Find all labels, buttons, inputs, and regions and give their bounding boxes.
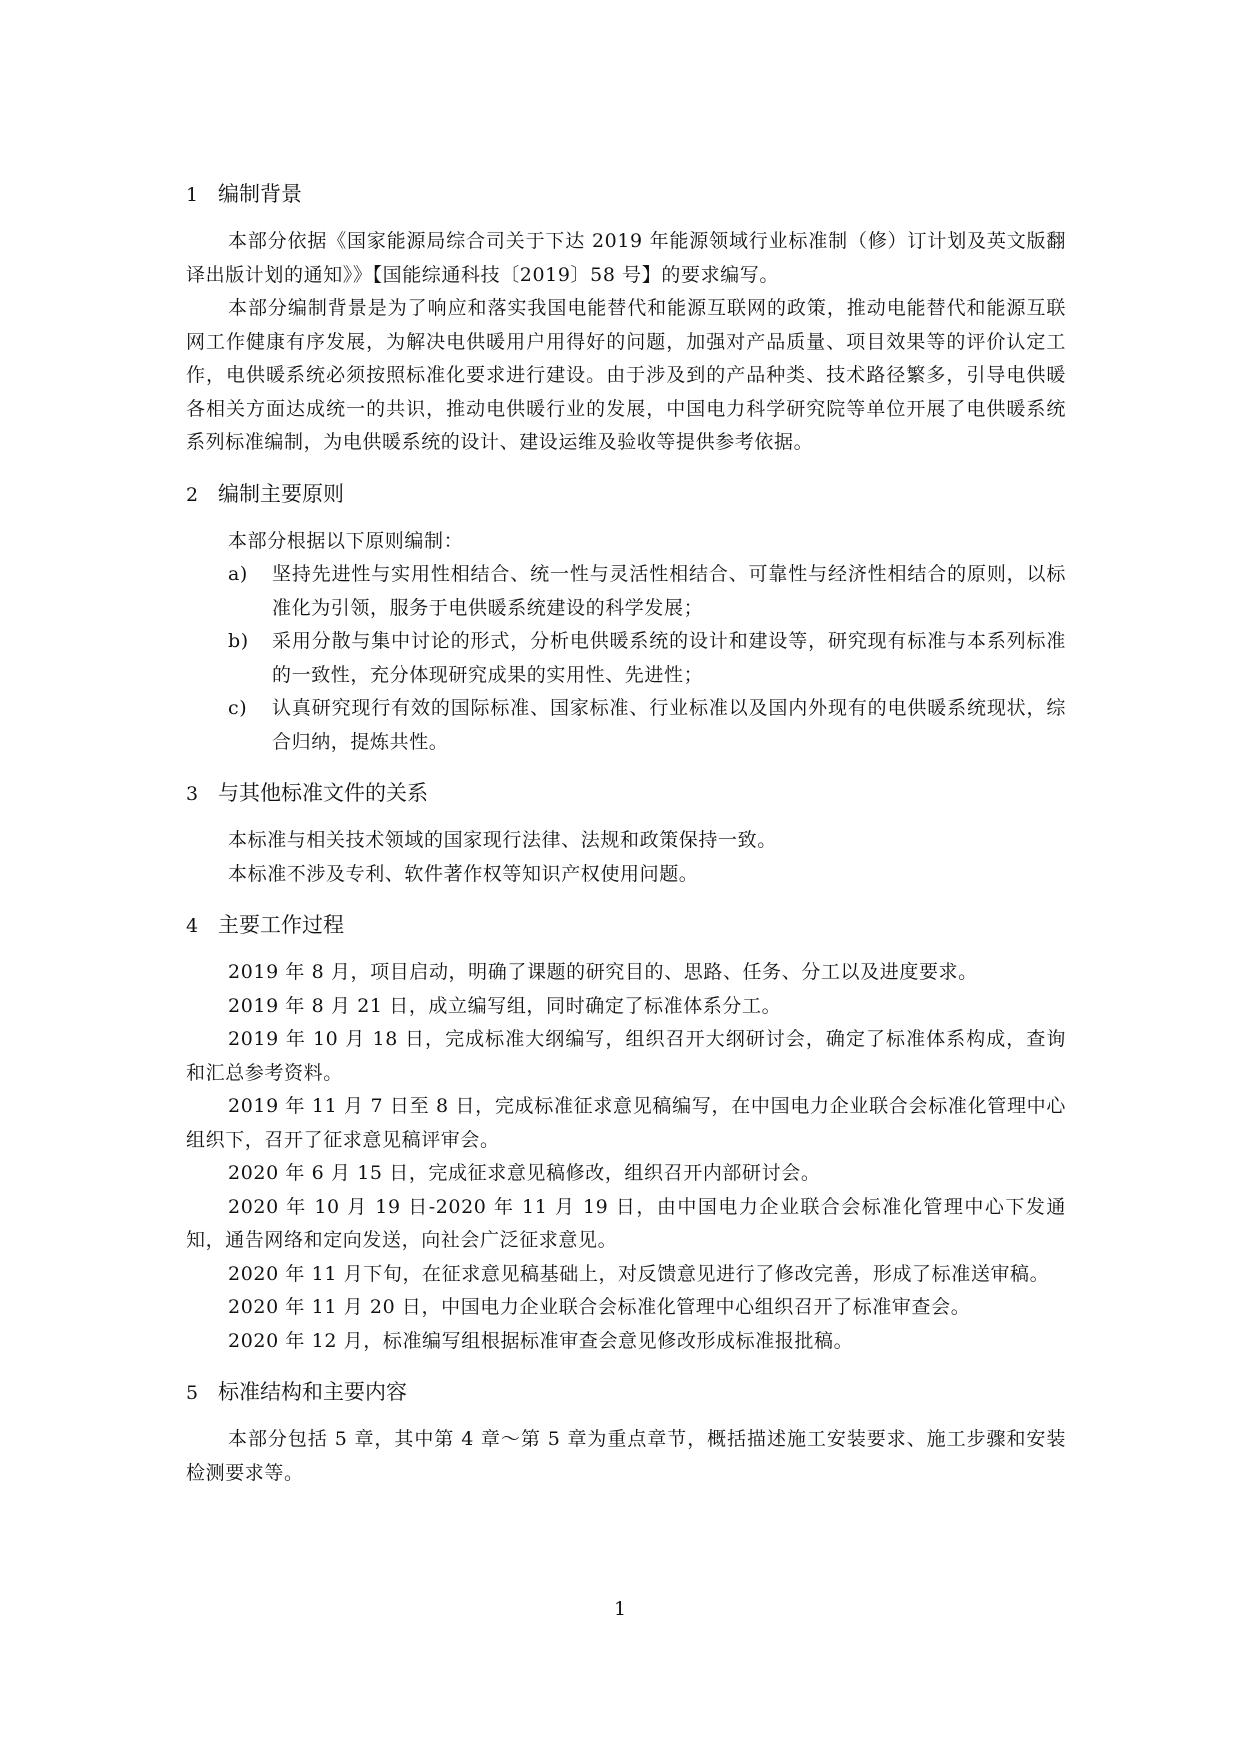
list-marker: b) [228, 630, 249, 652]
list-marker: c) [228, 697, 248, 719]
paragraph: 2020 年 12 月，标准编写组根据标准审查会意见修改形成标准报批稿。 [228, 1329, 854, 1352]
paragraph: 2020 年 11 月下旬，在征求意见稿基础上，对反馈意见进行了修改完善，形成了标准送审稿。 [228, 1262, 1050, 1285]
section-heading [186, 777, 1066, 810]
paragraph: 2019 年 11 月 7 日至 8 日，完成标准征求意见稿编写，在中国电力企业联合会标准化管理中心组织下，召开了征求意见稿评审会。 [186, 1095, 1066, 1151]
paragraph: 本部分依据《国家能源局综合司关于下达 2019 年能源领域行业标准制（修）订计划及英文版翻译出版计划的通知》》【国能综通科技〔2019〕58 号】的要求编写。 [186, 230, 1066, 286]
principles-list [186, 558, 1066, 759]
section-number: 5 [186, 1382, 199, 1404]
section-title: 与其他标准文件的关系 [218, 781, 428, 805]
paragraph: 2020 年 10 月 19 日-2020 年 11 月 19 日，由中国电力企业联合会标准化管理中心下发通知，通告网络和定向发送，向社会广泛征求意见。 [186, 1195, 1066, 1251]
paragraph: 本标准与相关技术领域的国家现行法律、法规和政策保持一致。 [228, 829, 777, 851]
section-number: 2 [186, 483, 199, 506]
section-heading [186, 478, 1066, 511]
list-item [186, 558, 1066, 625]
section-3 [186, 777, 1066, 891]
paragraph: 2020 年 6 月 15 日，完成征求意见稿修改，组织召开内部研讨会。 [228, 1162, 821, 1184]
paragraph: 本部分包括 5 章，其中第 4 章～第 5 章为重点章节，概括描述施工安装要求、施工步骤和安装检测要求等。 [186, 1428, 1066, 1484]
section-number: 1 [186, 184, 199, 206]
paragraph: 本标准不涉及专利、软件著作权等知识产权使用问题。 [228, 862, 699, 885]
section-title: 标准结构和主要内容 [218, 1380, 407, 1404]
paragraph: 本部分编制背景是为了响应和落实我国电能替代和能源互联网的政策，推动电能替代和能源互联网工作健康有序发展，为解决电供暖用户用得好的问题，加强对产品质量、项目效果等的评价认定工作，电供暖系统必须按照标准化要求进行建设。由于涉及到的产品种类、技术路径繁多，引导电供暖各相关方面达成统一的共识，推动电供暖行业的发展，中国电力科学研究院等单位开展了电供暖系统系列标准编制，为电供暖系统的设计、建设运维及验收等提供参考依据。 [186, 297, 1066, 453]
page-number: 1 [613, 1598, 627, 1620]
section-heading [186, 909, 1066, 942]
document-body [186, 178, 1066, 1508]
section-1 [186, 178, 1066, 460]
section-5 [186, 1376, 1066, 1490]
section-heading [186, 178, 1066, 211]
paragraph: 2019 年 10 月 18 日，完成标准大纲编写，组织召开大纲研讨会，确定了标准体系构成，查询和汇总参考资料。 [186, 1028, 1066, 1084]
paragraph: 2020 年 11 月 20 日，中国电力企业联合会标准化管理中心组织召开了标准审查会。 [228, 1296, 971, 1318]
section-title: 编制背景 [218, 182, 302, 206]
list-item-text: 采用分散与集中讨论的形式，分析电供暖系统的设计和建设等，研究现有标准与本系列标准的一致性，充分体现研究成果的实用性、先进性； [272, 630, 1066, 686]
list-item [186, 692, 1066, 759]
section-number: 4 [186, 915, 199, 937]
section-number: 3 [186, 783, 199, 805]
list-item-text: 认真研究现行有效的国际标准、国家标准、行业标准以及国内外现有的电供暖系统现状，综合归纳，提炼共性。 [272, 697, 1066, 753]
paragraph: 本部分根据以下原则编制： [228, 529, 464, 552]
section-heading [186, 1376, 1066, 1409]
list-item [186, 625, 1066, 692]
section-title: 主要工作过程 [218, 913, 344, 937]
list-item-text: 坚持先进性与实用性相结合、统一性与灵活性相结合、可靠性与经济性相结合的原则，以标准化为引领，服务于电供暖系统建设的科学发展； [272, 563, 1066, 619]
section-title: 编制主要原则 [218, 481, 344, 506]
paragraph: 2019 年 8 月 21 日，成立编写组，同时确定了标准体系分工。 [228, 994, 782, 1017]
section-4 [186, 909, 1066, 1358]
paragraph: 2019 年 8 月，项目启动，明确了课题的研究目的、思路、任务、分工以及进度要求。 [228, 961, 978, 983]
list-marker: a) [228, 563, 248, 585]
section-2 [186, 478, 1066, 760]
